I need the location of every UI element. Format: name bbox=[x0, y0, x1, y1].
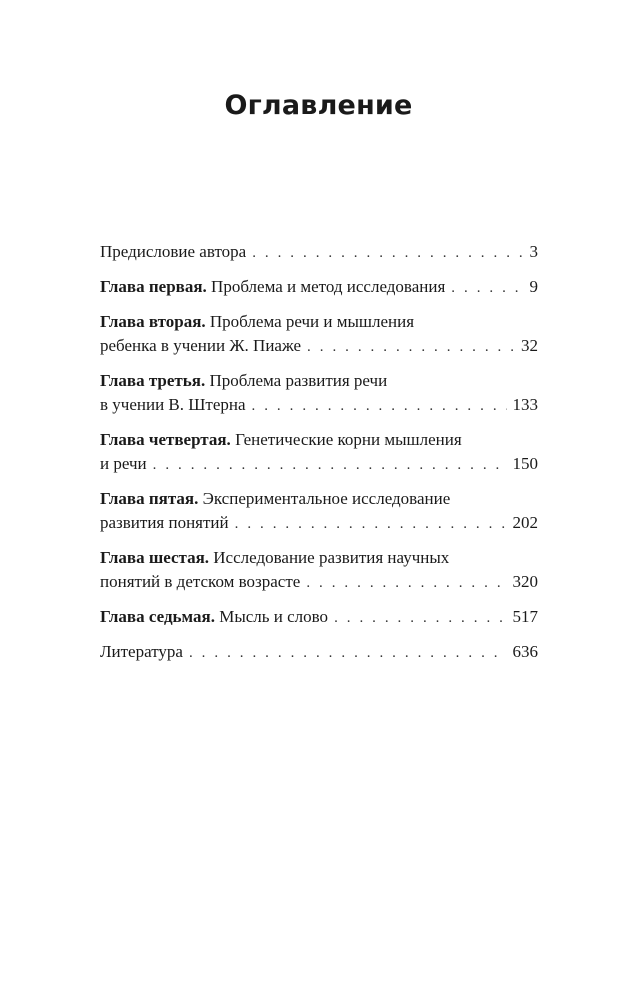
toc-entry-preface bbox=[100, 240, 538, 264]
toc-entry-text bbox=[100, 275, 445, 299]
dot-leader bbox=[153, 453, 507, 477]
toc-entry-title-part: Проблема развития речи bbox=[205, 371, 388, 390]
toc-entry-line bbox=[100, 428, 538, 452]
chapter-label: Глава седьмая. bbox=[100, 607, 215, 626]
toc-page-number: 150 bbox=[512, 454, 538, 473]
toc-page-number: 9 bbox=[529, 277, 538, 296]
toc-entry-literature bbox=[100, 640, 538, 664]
dot-leader bbox=[252, 394, 507, 418]
chapter-label: Глава третья. bbox=[100, 371, 206, 390]
toc-entry-title-part: понятий в детском возрасте bbox=[100, 572, 301, 591]
toc-title: Оглавление bbox=[224, 90, 413, 121]
chapter-label: Глава первая. bbox=[100, 277, 207, 296]
toc-entry-title: Проблема и метод исследования bbox=[206, 277, 446, 296]
dot-leader bbox=[189, 641, 507, 665]
toc-entry-line bbox=[100, 570, 538, 594]
dot-leader bbox=[451, 276, 523, 300]
toc-entry-title-part: развития понятий bbox=[100, 513, 229, 532]
dot-leader bbox=[306, 571, 506, 595]
chapter-label: Глава шестая. bbox=[100, 548, 210, 567]
toc-page-number: 133 bbox=[512, 395, 538, 414]
toc-entry-title: Мысль и слово bbox=[214, 607, 329, 626]
dot-leader bbox=[334, 606, 506, 630]
toc-entry-title: Литература bbox=[100, 642, 183, 661]
toc-page-number: 3 bbox=[529, 242, 538, 261]
toc-entry-line bbox=[100, 605, 538, 629]
toc-entry-line bbox=[100, 334, 538, 358]
toc-entry-line bbox=[100, 546, 538, 570]
toc-entry-text bbox=[100, 605, 328, 629]
toc-entry-title-part: Генетические корни мышления bbox=[230, 430, 462, 449]
toc-entry-chapter-4 bbox=[100, 428, 538, 476]
dot-leader bbox=[252, 241, 523, 265]
toc-entry-chapter-3 bbox=[100, 369, 538, 417]
chapter-label: Глава вторая. bbox=[100, 312, 206, 331]
toc-page-number: 636 bbox=[512, 642, 538, 661]
toc-entry-title: Предисловие автора bbox=[100, 242, 247, 261]
dot-leader bbox=[235, 512, 507, 536]
toc-entry-title-part: ребенка в учении Ж. Пиаже bbox=[100, 336, 302, 355]
toc-entry-line bbox=[100, 393, 538, 417]
toc-entry-line bbox=[100, 511, 538, 535]
toc-page-number: 32 bbox=[521, 336, 538, 355]
toc-entry-line bbox=[100, 275, 538, 299]
toc-entry-title-part: Исследование развития научных bbox=[209, 548, 450, 567]
toc-entry-line bbox=[100, 487, 538, 511]
toc-entry-chapter-1 bbox=[100, 275, 538, 299]
toc-entry-line bbox=[100, 452, 538, 476]
toc-entry-line bbox=[100, 369, 538, 393]
toc-entry-title-part: и речи bbox=[100, 454, 147, 473]
toc-entry-line bbox=[100, 310, 538, 334]
toc-page-number: 320 bbox=[512, 572, 538, 591]
chapter-label: Глава четвертая. bbox=[100, 430, 231, 449]
toc-entry-chapter-2 bbox=[100, 310, 538, 358]
toc-entry-chapter-6 bbox=[100, 546, 538, 594]
chapter-label: Глава пятая. bbox=[100, 489, 199, 508]
toc-entry-line bbox=[100, 240, 538, 264]
toc-page-number: 517 bbox=[512, 607, 538, 626]
toc-entry-chapter-7 bbox=[100, 605, 538, 629]
toc-entry-chapter-5 bbox=[100, 487, 538, 535]
dot-leader bbox=[307, 335, 515, 359]
toc-entry-title-part: Экспериментальное исследование bbox=[198, 489, 451, 508]
toc-list bbox=[100, 240, 538, 675]
toc-entry-line bbox=[100, 640, 538, 664]
toc-entry-title-part: в учении В. Штерна bbox=[100, 395, 246, 414]
toc-entry-title-part: Проблема речи и мышления bbox=[205, 312, 415, 331]
toc-page-number: 202 bbox=[512, 513, 538, 532]
